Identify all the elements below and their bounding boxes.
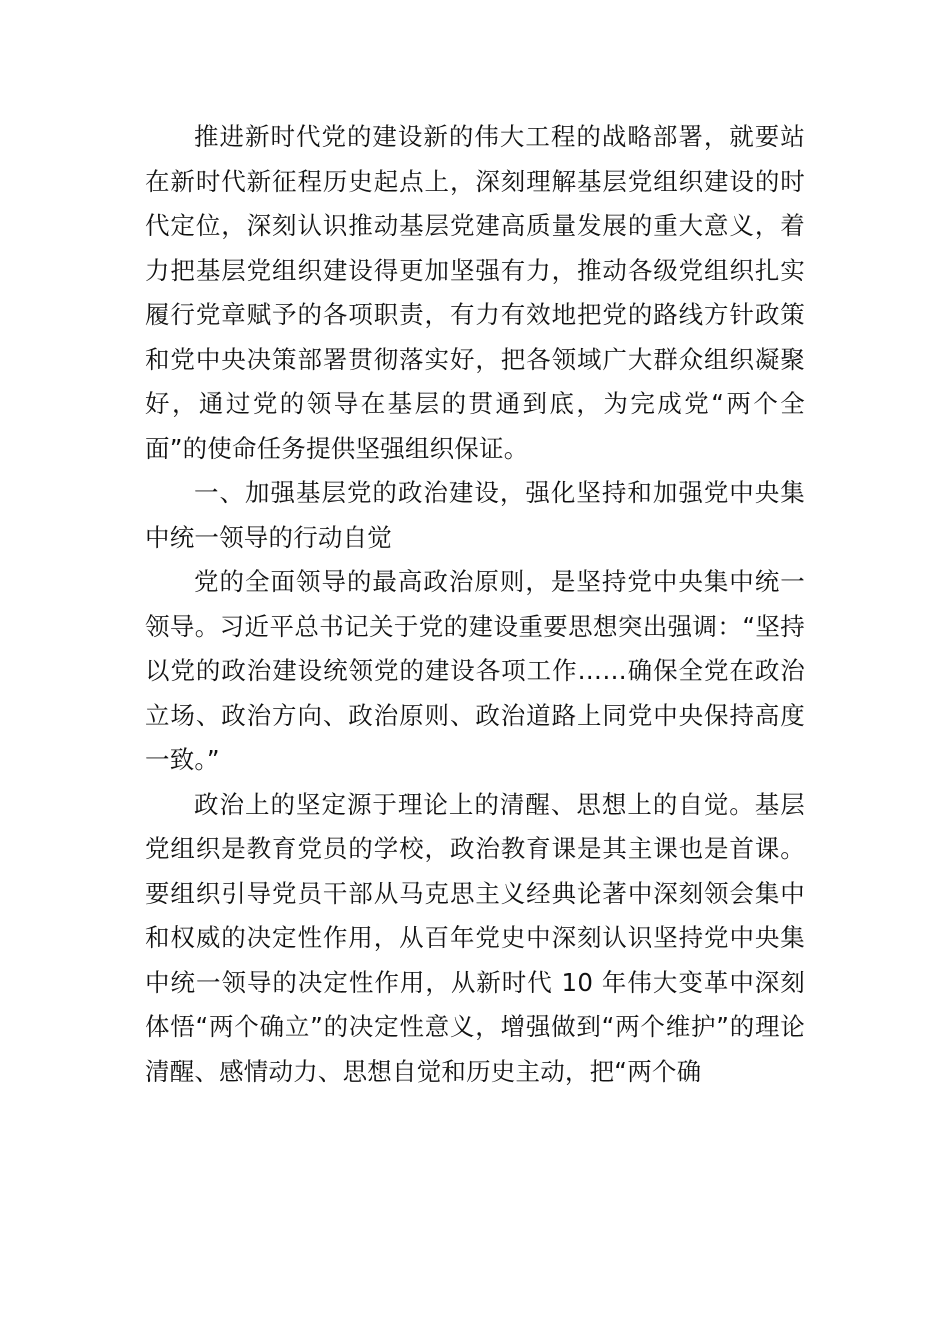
document-body [145,115,805,1094]
body-paragraph: 党的全面领导的最高政治原则，是坚持党中央集中统一领导。习近平总书记关于党的建设重要思想突出强调：“坚持以党的政治建设统领党的建设各项工作……确保全党在政治立场、政治方向、政治原则、政治道路上同党中央保持高度一致。” [145,567,805,774]
section-heading: 一、加强基层党的政治建设，强化坚持和加强党中央集中统一领导的行动自觉 [145,478,805,552]
body-paragraph: 政治上的坚定源于理论上的清醒、思想上的自觉。基层党组织是教育党员的学校，政治教育课是其主课也是首课。要组织引导党员干部从马克思主义经典论著中深刻领会集中和权威的决定性作用，从百年党史中深刻认识坚持党中央集中统一领导的决定性作用，从新时代 10 年伟大变革中深刻体悟“两个确立”的决定性意义，增强做到“两个维护”的理论清醒、感情动力、思想自觉和历史主动，把“两个确 [145,789,805,1086]
intro-paragraph: 推进新时代党的建设新的伟大工程的战略部署，就要站在新时代新征程历史起点上，深刻理解基层党组织建设的时代定位，深刻认识推动基层党建高质量发展的重大意义，着力把基层党组织建设得更加坚强有力，推动各级党组织扎实履行党章赋予的各项职责，有力有效地把党的路线方针政策和党中央决策部署贯彻落实好，把各领域广大群众组织凝聚好，通过党的领导在基层的贯通到底，为完成党“两个全面”的使命任务提供坚强组织保证。 [145,122,805,463]
